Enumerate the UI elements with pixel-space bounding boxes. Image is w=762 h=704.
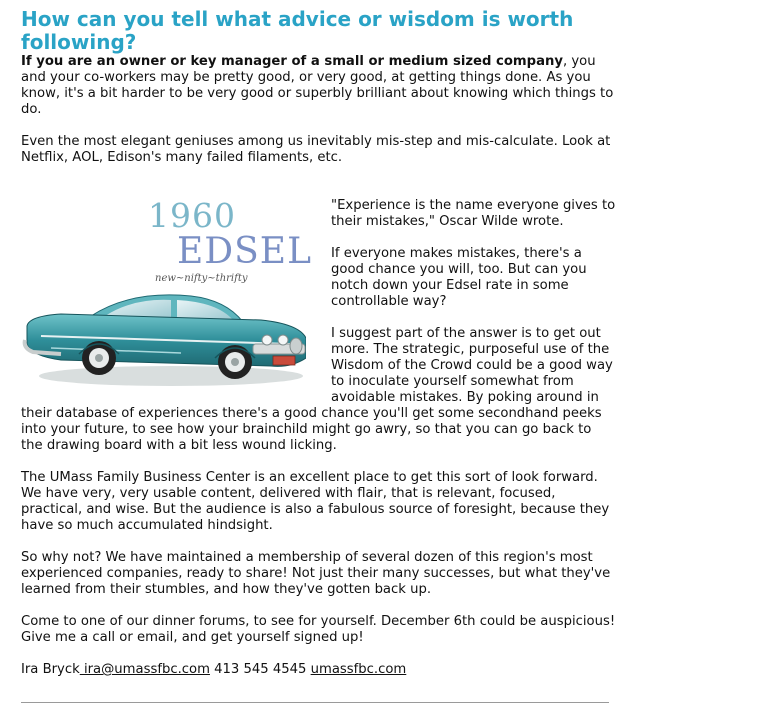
paragraph-membership: So why not? We have maintained a membership of several dozen of this region's most experienced companies, ready to share! Not just their many successes, but what they've learned from their stumbles, and how they've gotten back up. xyxy=(21,550,611,597)
paragraph-edsel-rate: If everyone makes mistakes, there's a good chance you will, too. But can you notch down your Edsel rate in some controllable way? xyxy=(331,246,587,309)
ad-tagline: new~nifty~thrifty xyxy=(155,273,248,284)
spacer xyxy=(21,182,617,198)
edsel-ad-image xyxy=(21,196,312,398)
article xyxy=(21,8,617,678)
divider xyxy=(21,702,609,703)
paragraph-wisdom-crowd: I suggest part of the answer is to get out more. The strategic, purposeful use of the Wisdom of the Crowd could be a good way to inoculate yourself somewhat from avoidable mistakes. By poking around in their database of experiences there's a good chance you'll get some secondhand peeks into your future, to see how your brainchild might go awry, so that you can go back to the drawing board with a bit less wound licking. xyxy=(21,326,613,453)
signature-phone: 413 545 4545 xyxy=(209,662,311,677)
paragraph-mistakes: Even the most elegant geniuses among us inevitably mis-step and mis-calculate. Look at Netflix, AOL, Edison's many failed filaments, etc. xyxy=(21,134,611,165)
signature-name: Ira Bryck xyxy=(21,662,80,677)
paragraph-dinner-forums: Come to one of our dinner forums, to see for yourself. December 6th could be auspicious! Give me a call or email, and get yourself signed up! xyxy=(21,614,616,645)
paragraph-umass-fbc: The UMass Family Business Center is an excellent place to get this sort of look forward. We have very, very usable content, delivered with flair, that is relevant, focused, practical, and wise. But the audience is also a fabulous source of foresight, because they have so much accumulated hindsight. xyxy=(21,470,610,533)
signature xyxy=(21,662,617,678)
article-title: How can you tell what advice or wisdom is worth following? xyxy=(21,7,574,54)
intro-bold-text: If you are an owner or key manager of a small or medium sized company xyxy=(21,54,563,69)
email-link[interactable]: ira@umassfbc.com xyxy=(79,662,210,677)
paragraph-quote: "Experience is the name everyone gives to their mistakes," Oscar Wilde wrote. xyxy=(331,198,616,229)
ad-brand: EDSEL xyxy=(177,231,312,272)
intro-paragraph xyxy=(21,54,617,118)
ad-year: 1960 xyxy=(148,196,236,235)
intro-text: , you and your co-workers may be pretty good, or very good, at getting things done. As you know, it's a bit harder to be very good or superbly brilliant about knowing which things to do. xyxy=(21,54,614,117)
website-link[interactable]: umassfbc.com xyxy=(310,662,407,677)
